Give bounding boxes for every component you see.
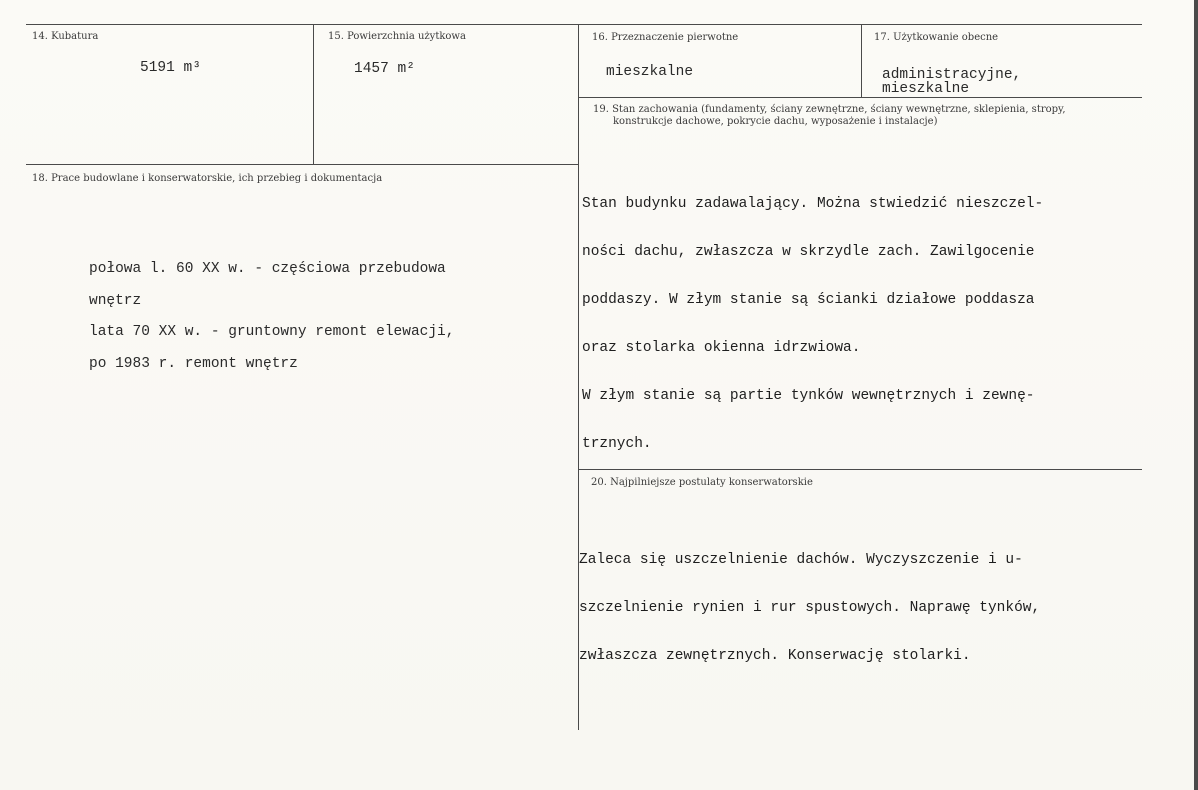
field-14-value: 5191 m³ — [140, 60, 201, 76]
field-18-line: połowa l. 60 XX w. - częściowa przebudowa — [89, 261, 446, 277]
field-18-line: po 1983 r. remont wnętrz — [89, 355, 298, 372]
column-divider-14-15 — [313, 24, 314, 164]
field-15-value: 1457 m² — [354, 61, 415, 77]
field-18-text — [89, 261, 454, 387]
field-17-value-line2: mieszkalne — [882, 81, 970, 95]
field-19-line: poddaszy. W złym stanie są ścianki działowe poddasza — [582, 292, 1035, 308]
field-19-line: Stan budynku zadawalający. Można stwiedzić nieszczel- — [582, 196, 1044, 212]
field-19-line: ności dachu, zwłaszcza w skrzydle zach. Zawilgocenie — [582, 244, 1035, 260]
field-19-line: W złym stanie są partie tynków wewnętrznych i zewnę- — [582, 388, 1035, 404]
field-16-value: mieszkalne — [606, 64, 694, 80]
field-20-line: Zaleca się uszczelnienie dachów. Wyczyszczenie i u- — [579, 552, 1023, 568]
card-edge — [1194, 0, 1198, 790]
field-17-value-line1: administracyjne, — [882, 67, 1022, 83]
top-border-line — [26, 24, 1142, 25]
field-17-label: 17. Użytkowanie obecne — [874, 32, 999, 43]
field-18-label: 18. Prace budowlane i konserwatorskie, ich przebieg i dokumentacja — [32, 173, 383, 184]
field-20-label: 20. Najpilniejsze postulaty konserwatorskie — [591, 477, 813, 488]
field-19-label-line2: konstrukcje dachowe, pokrycie dachu, wyposażenie i instalacje) — [613, 116, 938, 127]
field-19-line: oraz stolarka okienna idrzwiowa. — [582, 340, 861, 356]
field-19-line: trznych. — [582, 436, 652, 452]
row-divider-right — [578, 97, 1142, 98]
field-18-line: lata 70 XX w. - gruntowny remont elewacji, — [89, 324, 455, 340]
field-18-line: wnętrz — [89, 292, 142, 309]
field-19-label-line1: 19. Stan zachowania (fundamenty, ściany zewnętrzne, ściany wewnętrzne, sklepienia, stropy, — [593, 104, 1066, 115]
field-15-label: 15. Powierzchnia użytkowa — [328, 31, 466, 42]
field-20-line: szczelnienie rynien i rur spustowych. Naprawę tynków, — [579, 600, 1041, 616]
field-20-text — [579, 520, 1040, 696]
field-14-label: 14. Kubatura — [32, 31, 99, 42]
row-divider-left — [26, 164, 578, 165]
field-16-label: 16. Przeznaczenie pierwotne — [592, 32, 739, 43]
field-19-text — [582, 164, 1043, 484]
field-20-line: zwłaszcza zewnętrznych. Konserwację stolarki. — [579, 648, 971, 664]
column-divider-16-17 — [861, 24, 862, 97]
